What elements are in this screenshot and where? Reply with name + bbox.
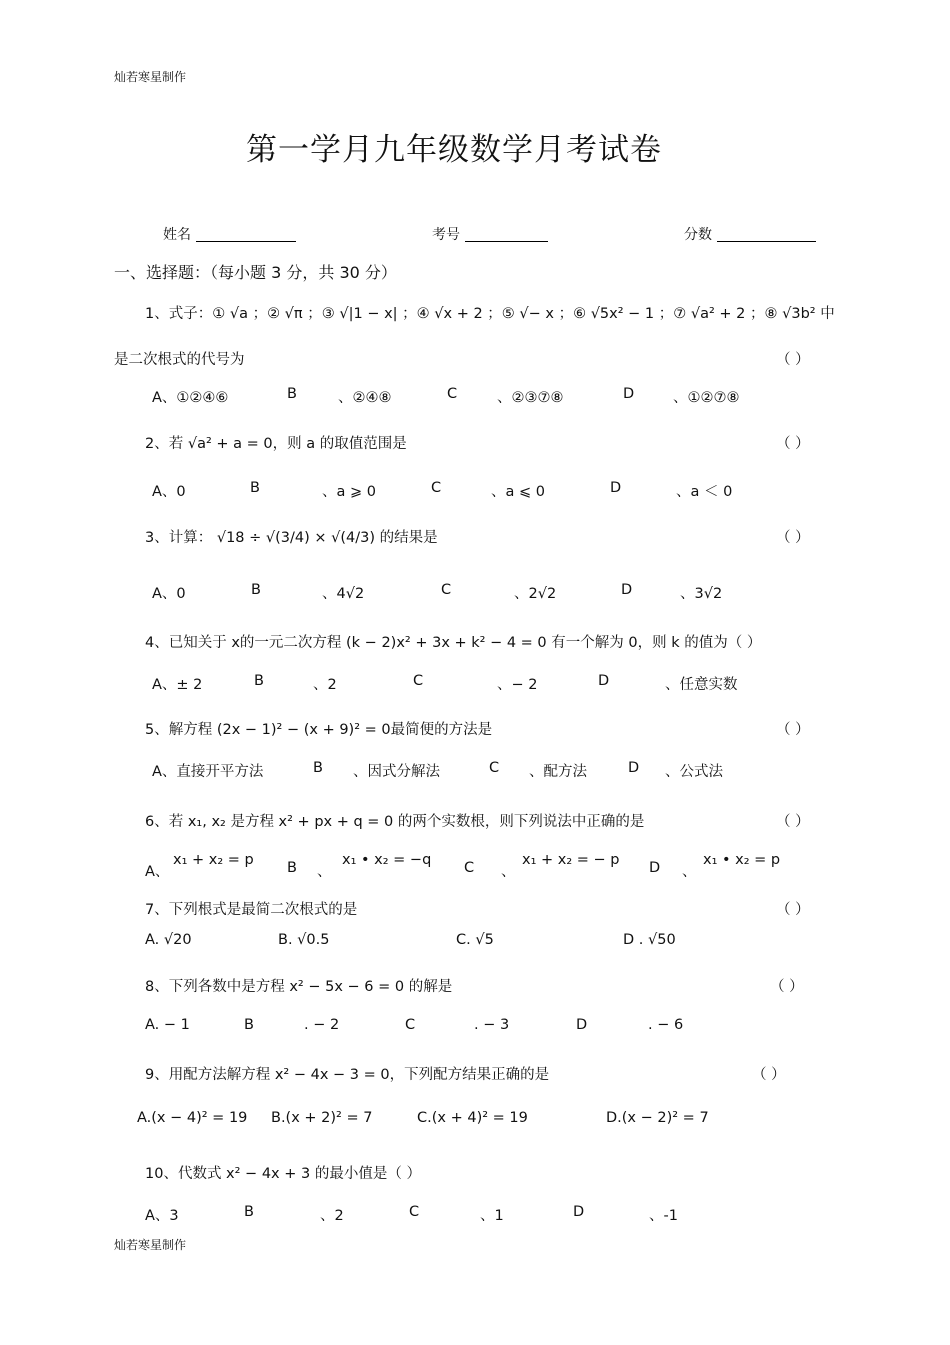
q4-option-a[interactable]: A、± 2 — [152, 677, 203, 693]
answer-bracket[interactable]: （ ） — [776, 814, 810, 830]
question-5: 5、解方程 (2x − 1)² − (x + 9)² = 0最简便的方法是 — [145, 722, 493, 738]
q7-option-d[interactable]: D . √50 — [623, 932, 676, 948]
q2-option-c[interactable]: 、a ⩽ 0 — [491, 484, 545, 500]
question-3: 3、计算： √18 ÷ √(3/4) × √(4/3) 的结果是 — [145, 530, 438, 546]
q2-option-c-letter[interactable]: C — [431, 480, 442, 496]
q3-option-a[interactable]: A、0 — [152, 586, 186, 602]
q6-option-c[interactable]: x₁ + x₂ = − p — [522, 852, 620, 868]
q1-option-c[interactable]: 、②③⑦⑧ — [497, 390, 564, 406]
q3-option-c[interactable]: 、2√2 — [514, 586, 557, 602]
answer-bracket[interactable]: （ ） — [770, 979, 804, 995]
q5-option-b-letter[interactable]: B — [313, 760, 323, 776]
name-label: 姓名 — [163, 227, 191, 243]
q2-option-a[interactable]: A、0 — [152, 484, 186, 500]
page-title: 第一学月九年级数学月考试卷 — [246, 132, 662, 168]
q3-option-b[interactable]: 、4√2 — [322, 586, 365, 602]
q10-option-c[interactable]: 、1 — [480, 1208, 504, 1224]
question-10: 10、代数式 x² − 4x + 3 的最小值是（ ） — [145, 1166, 421, 1182]
q6-option-b[interactable]: x₁ • x₂ = −q — [342, 852, 432, 868]
q6-option-d-letter[interactable]: D — [649, 860, 661, 876]
question-4: 4、已知关于 x的一元二次方程 (k − 2)x² + 3x + k² − 4 = 0 有一个解为 0，则 k 的值为（ ） — [145, 635, 762, 651]
q3-option-b-letter[interactable]: B — [251, 582, 261, 598]
q5-option-c[interactable]: 、配方法 — [529, 764, 587, 780]
answer-bracket[interactable]: （ ） — [776, 902, 810, 918]
q10-option-d[interactable]: 、-1 — [649, 1208, 678, 1224]
q10-option-c-letter[interactable]: C — [409, 1204, 420, 1220]
question-8: 8、下列各数中是方程 x² − 5x − 6 = 0 的解是 — [145, 979, 453, 995]
q3-option-d[interactable]: 、3√2 — [680, 586, 723, 602]
answer-bracket[interactable]: （ ） — [776, 530, 810, 546]
q3-option-c-letter[interactable]: C — [441, 582, 452, 598]
q3-option-d-letter[interactable]: D — [621, 582, 633, 598]
q10-option-a[interactable]: A、3 — [145, 1208, 179, 1224]
q2-option-d-letter[interactable]: D — [610, 480, 622, 496]
question-1-line-2: 是二次根式的代号为 — [114, 352, 245, 368]
question-6: 6、若 x₁, x₂ 是方程 x² + px + q = 0 的两个实数根，则下列说法中正确的是 — [145, 814, 645, 830]
q6-option-b-letter[interactable]: B — [287, 860, 297, 876]
q4-option-d-letter[interactable]: D — [598, 673, 610, 689]
q1-option-c-letter[interactable]: C — [447, 386, 458, 402]
q10-option-b-letter[interactable]: B — [244, 1204, 254, 1220]
q6-option-c-sep[interactable]: 、 — [501, 864, 516, 880]
q7-option-b[interactable]: B. √0.5 — [278, 932, 330, 948]
q6-option-d-sep[interactable]: 、 — [682, 864, 697, 880]
q5-option-d[interactable]: 、公式法 — [665, 764, 723, 780]
q2-option-b[interactable]: 、a ⩾ 0 — [322, 484, 376, 500]
question-2: 2、若 √a² + a = 0，则 a 的取值范围是 — [145, 436, 407, 452]
q8-option-b[interactable]: . − 2 — [304, 1017, 340, 1033]
q9-option-b[interactable]: B.(x + 2)² = 7 — [271, 1110, 373, 1126]
q2-option-d[interactable]: 、a ＜ 0 — [676, 484, 733, 500]
answer-bracket[interactable]: （ ） — [776, 436, 810, 452]
question-9: 9、用配方法解方程 x² − 4x − 3 = 0，下列配方结果正确的是 — [145, 1067, 550, 1083]
q10-option-d-letter[interactable]: D — [573, 1204, 585, 1220]
page-footer: 灿若寒星制作 — [114, 1238, 187, 1252]
score-label: 分数 — [684, 227, 712, 243]
q8-option-c-letter[interactable]: C — [405, 1017, 416, 1033]
q6-option-a-letter[interactable]: A、 — [145, 864, 170, 880]
q4-option-d[interactable]: 、任意实数 — [665, 677, 738, 693]
answer-bracket[interactable]: （ ） — [776, 352, 810, 368]
exam-number-label: 考号 — [432, 227, 460, 243]
q4-option-c-letter[interactable]: C — [413, 673, 424, 689]
answer-bracket[interactable]: （ ） — [752, 1067, 786, 1083]
q5-option-b[interactable]: 、因式分解法 — [353, 764, 440, 780]
q1-option-d[interactable]: 、①②⑦⑧ — [673, 390, 740, 406]
q9-option-d[interactable]: D.(x − 2)² = 7 — [606, 1110, 709, 1126]
q10-option-b[interactable]: 、2 — [320, 1208, 344, 1224]
page-header: 灿若寒星制作 — [114, 70, 187, 84]
q4-option-c[interactable]: 、− 2 — [497, 677, 538, 693]
question-7: 7、下列根式是最简二次根式的是 — [145, 902, 358, 918]
q9-option-c[interactable]: C.(x + 4)² = 19 — [417, 1110, 528, 1126]
q8-option-c[interactable]: . − 3 — [474, 1017, 510, 1033]
q5-option-a[interactable]: A、直接开平方法 — [152, 764, 264, 780]
q1-option-d-letter[interactable]: D — [623, 386, 635, 402]
score-blank[interactable] — [717, 227, 816, 242]
q6-option-b-sep[interactable]: 、 — [317, 864, 332, 880]
q1-option-b-letter[interactable]: B — [287, 386, 297, 402]
q1-option-b[interactable]: 、②④⑧ — [338, 390, 392, 406]
section-heading: 一、选择题：（每小题 3 分，共 30 分） — [114, 263, 397, 282]
q5-option-d-letter[interactable]: D — [628, 760, 640, 776]
q8-option-b-letter[interactable]: B — [244, 1017, 254, 1033]
question-1-line-1: 1、式子：① √a ；② √π ；③ √|1 − x| ；④ √x + 2 ；⑤ √− x ；⑥ √5x² − 1 ；⑦ √a² + 2 ；⑧ √3b² 中 — [145, 306, 835, 322]
q5-option-c-letter[interactable]: C — [489, 760, 500, 776]
exam-number-blank[interactable] — [465, 227, 548, 242]
q6-option-a[interactable]: x₁ + x₂ = p — [173, 852, 254, 868]
q8-option-d-letter[interactable]: D — [576, 1017, 588, 1033]
q6-option-c-letter[interactable]: C — [464, 860, 475, 876]
q6-option-d[interactable]: x₁ • x₂ = p — [703, 852, 781, 868]
q7-option-a[interactable]: A. √20 — [145, 932, 192, 948]
answer-bracket[interactable]: （ ） — [776, 722, 810, 738]
q7-option-c[interactable]: C. √5 — [456, 932, 494, 948]
q4-option-b[interactable]: 、2 — [313, 677, 337, 693]
q1-option-a[interactable]: A、①②④⑥ — [152, 390, 229, 406]
q4-option-b-letter[interactable]: B — [254, 673, 264, 689]
q9-option-a[interactable]: A.(x − 4)² = 19 — [137, 1110, 248, 1126]
q8-option-a[interactable]: A. − 1 — [145, 1017, 190, 1033]
q8-option-d[interactable]: . − 6 — [648, 1017, 684, 1033]
name-blank[interactable] — [196, 227, 296, 242]
q2-option-b-letter[interactable]: B — [250, 480, 260, 496]
